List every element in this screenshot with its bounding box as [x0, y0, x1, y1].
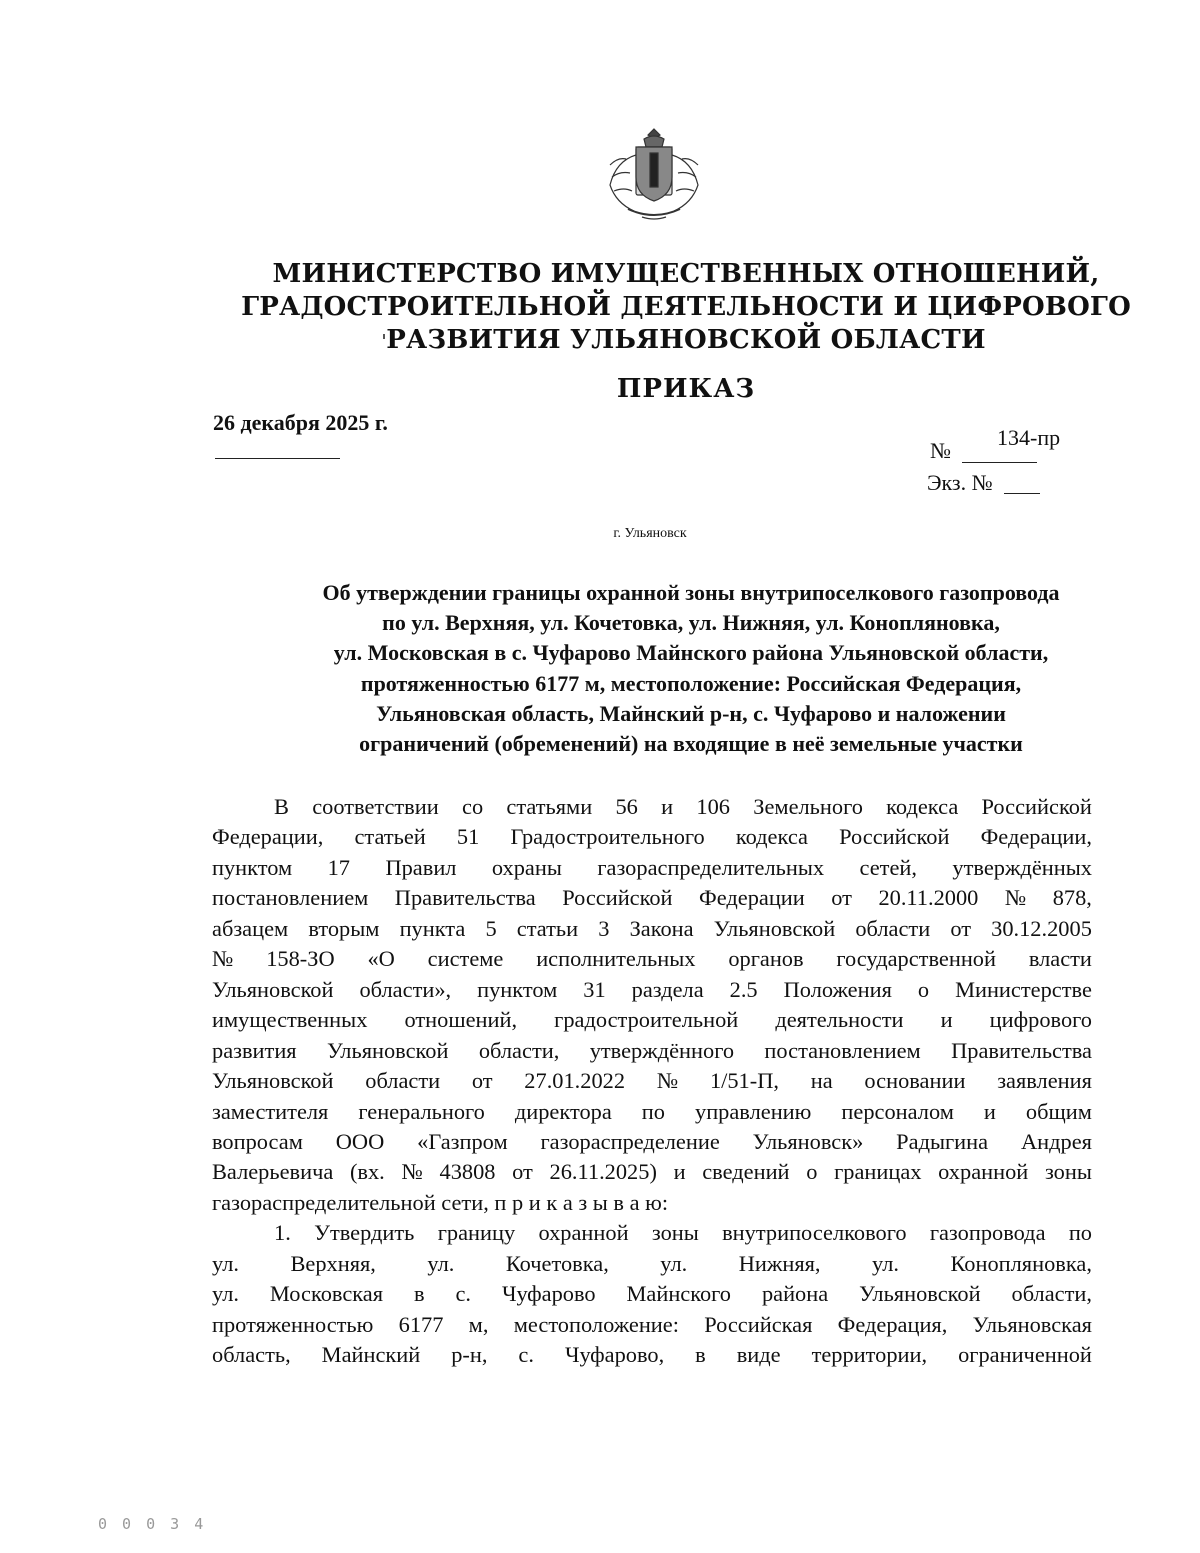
word: виде: [736, 1342, 781, 1368]
body-line-text: [212, 944, 1092, 974]
word: «Газпром: [417, 1128, 508, 1154]
word: и: [940, 1007, 953, 1033]
word: Градостроительного: [510, 824, 705, 850]
word: Майнского: [626, 1281, 732, 1307]
word: постановлением: [764, 1037, 921, 1063]
word: Федерации,: [980, 824, 1092, 850]
word: Андрея: [1020, 1128, 1092, 1154]
word: ООО: [335, 1128, 385, 1154]
word: области: [365, 1068, 441, 1094]
body-line-text: [212, 1066, 1092, 1096]
word: внутрипоселкового: [722, 1220, 907, 1246]
word: границах: [834, 1159, 922, 1185]
word: Правил: [385, 854, 457, 880]
word: с.: [455, 1281, 472, 1307]
word: Верхняя,: [290, 1250, 376, 1276]
word: газораспределение: [540, 1128, 720, 1154]
word: государственной: [836, 946, 996, 972]
ministry-line: РАЗВИТИЯ УЛЬЯНОВСКОЙ ОБЛАСТИ: [386, 325, 986, 355]
word: управлению: [695, 1098, 812, 1124]
word: ул.: [427, 1250, 455, 1276]
word: кодекса: [886, 794, 959, 819]
word: вторым: [308, 915, 380, 941]
copy-number-underline: [1004, 493, 1040, 494]
word: 51: [456, 824, 480, 850]
body-line: [212, 792, 1092, 822]
registration-stamp: 0 0 0 3 4: [98, 1515, 207, 1533]
body-line-text: [274, 1218, 1092, 1248]
body-line-text: [212, 1157, 1092, 1187]
word: 26.11.2025): [549, 1159, 657, 1185]
word: 158-ЗО: [266, 946, 335, 972]
word: р-н,: [451, 1342, 488, 1368]
word: власти: [1028, 946, 1092, 972]
word: «О: [367, 946, 395, 972]
body-line-text: [274, 792, 1092, 822]
subject-line: протяженностью 6177 м, местоположение: Российская Федерация,: [360, 670, 1022, 696]
word: протяженностью: [212, 1311, 374, 1337]
coat-of-arms-icon: [598, 125, 710, 225]
word: №: [212, 946, 234, 972]
word: Российской: [981, 794, 1092, 819]
word: 2.5: [729, 976, 758, 1002]
word: области»,: [359, 976, 452, 1002]
body-line-text: [212, 1340, 1092, 1370]
word: кодекса: [735, 824, 808, 850]
word: Кочетовка,: [505, 1250, 609, 1276]
order-date: 26 декабря 2025 г.: [213, 410, 388, 435]
word: Ульяновская: [972, 1311, 1092, 1337]
order-number: 134-пр: [997, 425, 1061, 450]
word: Чуфарово,: [564, 1342, 665, 1368]
body-line: [212, 1005, 1092, 1035]
word: 106: [696, 794, 730, 819]
word: области: [855, 915, 931, 941]
word: директора: [514, 1098, 612, 1124]
word: деятельности: [775, 1007, 904, 1033]
word: Ульяновской: [859, 1281, 981, 1307]
word: В: [274, 794, 289, 819]
word: Московская: [269, 1281, 384, 1307]
word: Федерации,: [212, 824, 324, 850]
word: №: [656, 1068, 679, 1094]
word: цифрового: [989, 1007, 1092, 1033]
word: газопровода: [929, 1220, 1046, 1246]
word: с.: [518, 1342, 534, 1368]
word: ул.: [660, 1250, 688, 1276]
word: №: [401, 1159, 423, 1185]
word: от: [471, 1068, 493, 1094]
body-line: [212, 1188, 1092, 1218]
word: Ульяновской: [212, 1068, 334, 1094]
word: статьи: [516, 915, 579, 941]
word: Российская: [704, 1311, 813, 1337]
word: сетей,: [859, 854, 917, 880]
body-line-text: [212, 1279, 1092, 1309]
word: Федерация,: [837, 1311, 948, 1337]
word: Положения: [783, 976, 892, 1002]
subject-line: по ул. Верхняя, ул. Кочетовка, ул. Нижняя, ул. Конопляновка,: [382, 610, 1000, 636]
body-line: [212, 944, 1092, 974]
word: Конопляновка,: [950, 1250, 1092, 1276]
order-subject: [190, 578, 1192, 759]
word: газораспределительных: [597, 854, 825, 880]
word: Федерации: [699, 885, 805, 911]
word: 31: [583, 976, 606, 1002]
ministry-line: ГРАДОСТРОИТЕЛЬНОЙ ДЕЯТЕЛЬНОСТИ И ЦИФРОВОГО: [241, 292, 1131, 322]
word: Ульяновской: [212, 976, 334, 1002]
number-underline: [962, 462, 1037, 463]
word: 20.11.2000: [878, 885, 979, 911]
word: со: [462, 794, 484, 819]
word: заявления: [997, 1068, 1092, 1094]
body-line-text: [212, 883, 1092, 913]
word: по: [641, 1098, 665, 1124]
word: утверждённого: [589, 1037, 735, 1063]
word: статьей: [354, 824, 426, 850]
word: пункта: [399, 915, 466, 941]
word: Чуфарово: [501, 1281, 596, 1307]
word: имущественных: [212, 1007, 368, 1033]
subject-line: Об утверждении границы охранной зоны внутрипоселкового газопровода: [322, 580, 1060, 605]
body-line: [212, 1340, 1092, 1370]
word: Утвердить: [314, 1220, 415, 1246]
subject-line: ограничений (обременений) на входящие в неё земельные участки: [359, 731, 1023, 757]
word: Ульяновской: [326, 1037, 449, 1063]
word: Правительства: [951, 1037, 1092, 1063]
body-line: [212, 975, 1092, 1005]
body-line-text: [212, 822, 1092, 852]
word: статьями: [506, 794, 593, 819]
body-line-text: [212, 1127, 1092, 1157]
word: градостроительной: [554, 1007, 739, 1033]
word: генерального: [358, 1098, 485, 1124]
word: соответствии: [312, 794, 439, 819]
word: утверждённых: [952, 854, 1092, 880]
word: области,: [1011, 1281, 1092, 1307]
word: пунктом: [477, 976, 558, 1002]
word: от: [512, 1159, 533, 1185]
body-line: [212, 1157, 1092, 1187]
word: 878,: [1052, 885, 1092, 911]
word: №: [1004, 885, 1027, 911]
word: охранной: [938, 1159, 1029, 1185]
body-line: [212, 1310, 1092, 1340]
word: Ульяновской: [713, 915, 836, 941]
body-line: [212, 1218, 1092, 1248]
body-line-text: газораспределительной сети, п р и к а з ы в а ю:: [212, 1189, 669, 1215]
word: основании: [864, 1068, 966, 1094]
word: Правительства: [394, 885, 536, 911]
body-line: [212, 1066, 1092, 1096]
word: м,: [468, 1311, 489, 1337]
subject-line: Ульяновская область, Майнский р-н, с. Чуфарово и наложении: [376, 700, 1006, 726]
word: местоположение:: [513, 1311, 679, 1337]
word: территории,: [811, 1342, 928, 1368]
word: Радыгина: [896, 1128, 989, 1154]
word: исполнительных: [536, 946, 696, 972]
subject-line: ул. Московская в с. Чуфарово Майнского района Ульяновской области,: [333, 640, 1049, 666]
word: Закона: [629, 915, 694, 941]
document-type-title: ПРИКАЗ: [616, 374, 756, 404]
word: 1/51-П,: [709, 1068, 779, 1094]
word: охраны: [491, 854, 562, 880]
order-body: [212, 792, 1092, 1371]
word: Ульяновск»: [752, 1128, 864, 1154]
word: сведений: [702, 1159, 790, 1185]
body-line: [212, 1036, 1092, 1066]
word: на: [810, 1068, 833, 1094]
word: охранной: [538, 1220, 629, 1246]
word: зоны: [651, 1220, 699, 1246]
body-line-text: [212, 1005, 1092, 1035]
word: зоны: [1044, 1159, 1092, 1185]
word: общим: [1025, 1098, 1092, 1124]
body-line: [212, 1097, 1092, 1127]
word: 43808: [439, 1159, 496, 1185]
word: ул.: [872, 1250, 899, 1276]
word: границу: [437, 1220, 516, 1246]
ministry-line: МИНИСТЕРСТВО ИМУЩЕСТВЕННЫХ ОТНОШЕНИЙ,: [272, 259, 1100, 289]
body-line-text: [212, 914, 1092, 944]
date-underline: [215, 458, 340, 459]
body-line: [212, 914, 1092, 944]
body-line: [212, 822, 1092, 852]
body-line: [212, 883, 1092, 913]
word: Министерстве: [955, 976, 1092, 1002]
word: о: [806, 1159, 818, 1185]
body-line-text: [212, 1036, 1092, 1066]
word: от: [831, 885, 852, 911]
word: 3: [598, 915, 610, 941]
word: в: [413, 1281, 425, 1307]
word: область,: [212, 1342, 291, 1368]
body-line: [212, 1249, 1092, 1279]
body-line-text: [212, 853, 1092, 883]
copy-number-label: Экз. №: [927, 470, 993, 495]
body-line: [212, 853, 1092, 883]
word: Валерьевича: [212, 1159, 334, 1185]
word: ограниченной: [958, 1342, 1092, 1368]
word: (вх.: [349, 1159, 385, 1185]
word: Земельного: [753, 794, 863, 819]
word: и: [983, 1098, 996, 1124]
word: Нижняя,: [738, 1250, 821, 1276]
word: постановлением: [212, 885, 369, 911]
word: 56: [615, 794, 638, 819]
word: и: [661, 794, 674, 819]
word: системе: [427, 946, 504, 972]
word: 1.: [274, 1220, 291, 1246]
word: от: [950, 915, 971, 941]
word: в: [695, 1342, 706, 1368]
word: ул.: [212, 1281, 239, 1307]
body-line-text: [212, 1310, 1092, 1340]
word: пунктом: [212, 854, 293, 880]
word: отношений,: [404, 1007, 518, 1033]
word: области,: [478, 1037, 560, 1063]
number-label: №: [930, 438, 951, 463]
word: Российской: [562, 885, 673, 911]
word: Российской: [839, 824, 950, 850]
body-line: [212, 1279, 1092, 1309]
ministry-name: [180, 258, 1192, 357]
word: развития: [212, 1037, 297, 1063]
word: 5: [485, 915, 497, 941]
word: 6177: [398, 1311, 444, 1337]
word: персоналом: [841, 1098, 954, 1124]
word: вопросам: [212, 1128, 303, 1154]
word: заместителя: [212, 1098, 329, 1124]
word: ул.: [212, 1250, 239, 1276]
word: Майнский: [321, 1342, 421, 1368]
word: по: [1068, 1220, 1092, 1246]
word: и: [673, 1159, 686, 1185]
word: абзацем: [212, 915, 289, 941]
word: 17: [327, 854, 350, 880]
city: г. Ульяновск: [613, 526, 687, 541]
word: района: [761, 1281, 829, 1307]
word: о: [917, 976, 930, 1002]
word: органов: [728, 946, 804, 972]
body-line-text: [212, 1249, 1092, 1279]
word: раздела: [631, 976, 704, 1002]
word: 27.01.2022: [524, 1068, 626, 1094]
word: 30.12.2005: [991, 915, 1092, 941]
body-line: [212, 1127, 1092, 1157]
body-line-text: [212, 1097, 1092, 1127]
body-line-text: [212, 975, 1092, 1005]
